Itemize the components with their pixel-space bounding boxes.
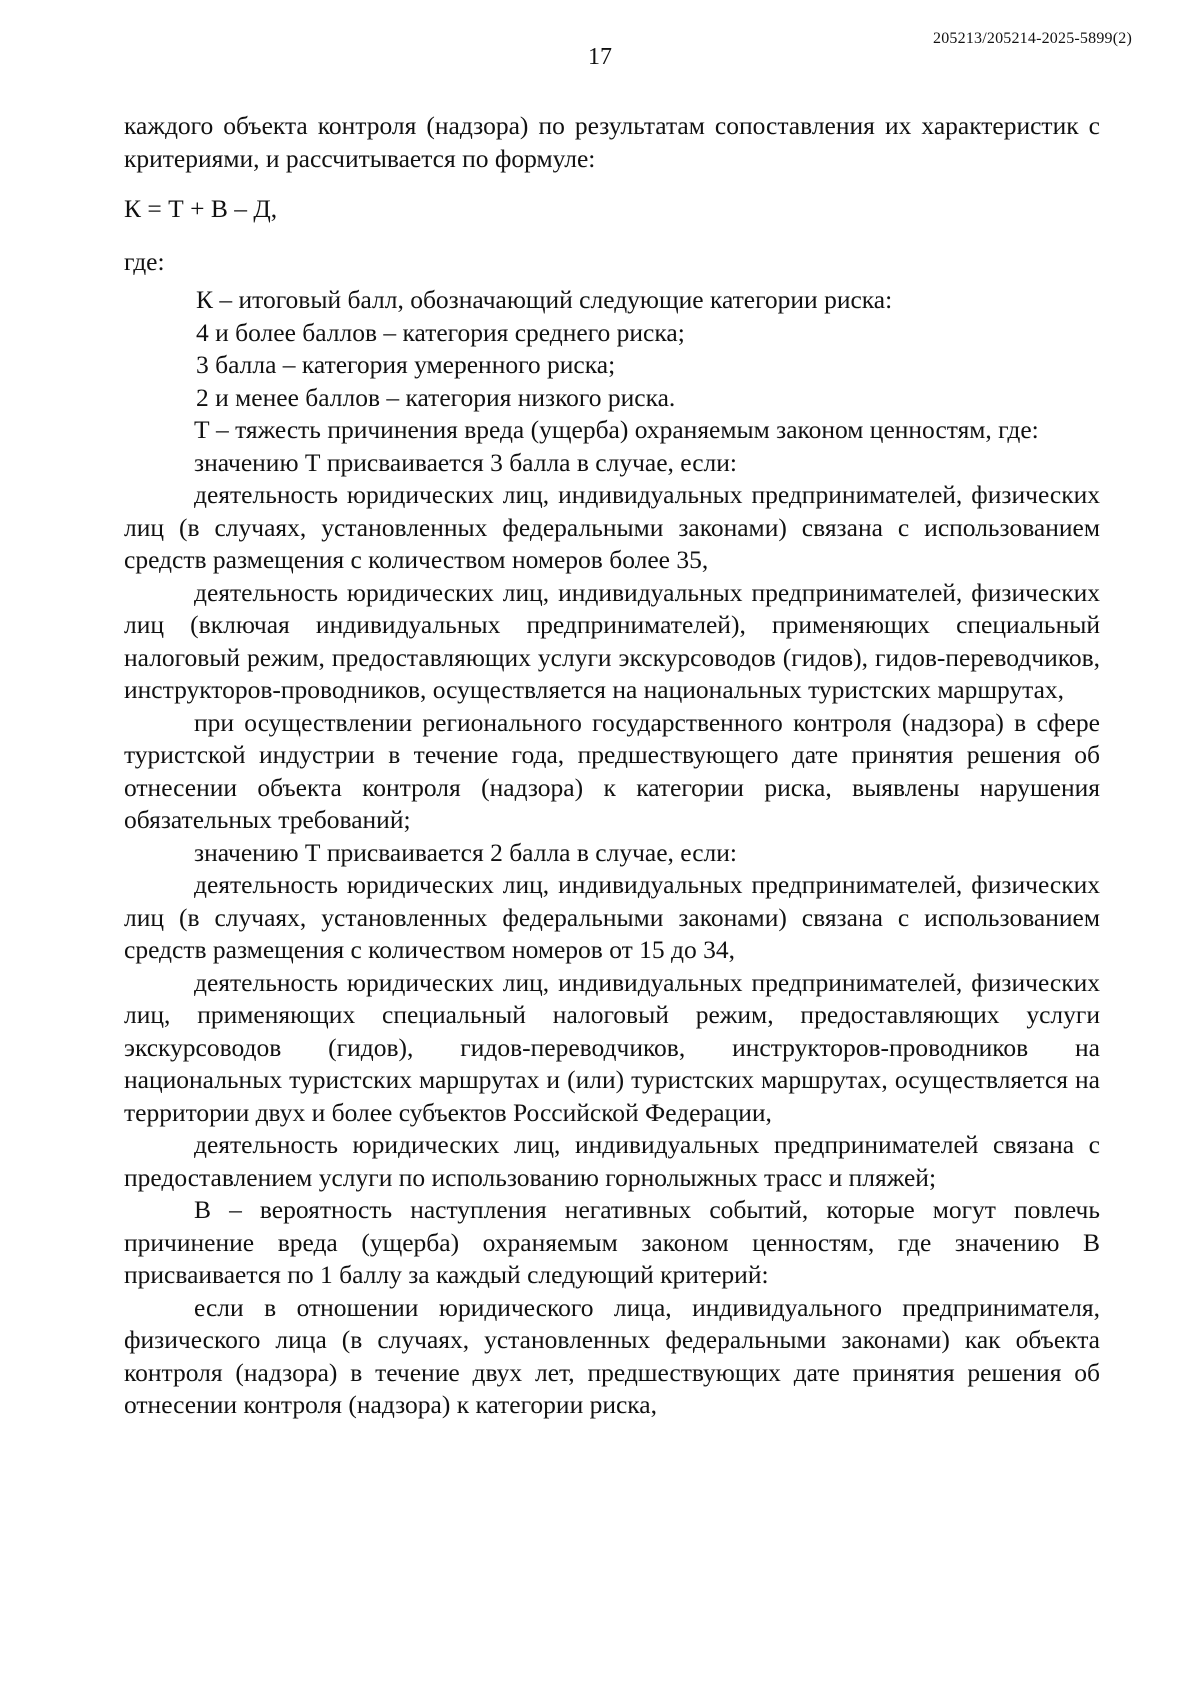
category-low: 2 и менее баллов – категория низкого риска.: [196, 382, 676, 412]
formula: К = Т + В – Д,: [124, 194, 278, 223]
category-moderate: 3 балла – категория умеренного риска;: [196, 350, 616, 379]
t3-criterion-c: при осуществлении регионального государственного контроля (надзора) в сфере туристской индустрии в течение года, предшествующего дате принятия решения об отнесении объекта контроля (надзора) к категории риска, выявлены нарушения обязательных требований;: [124, 707, 1100, 834]
t3-criterion-a: деятельность юридических лиц, индивидуальных предпринимателей, физических лиц (в случаях, установленных федеральными законами) связана с использованием средств размещения с количеством номеров более 35,: [124, 480, 1100, 574]
paragraph-intro: каждого объекта контроля (надзора) по результатам сопоставления их характеристик с критериями, и рассчитывается по формуле:: [124, 111, 1100, 173]
v-definition: В – вероятность наступления негативных событий, которые могут повлечь причинение вреда (ущерба) охраняемым законом ценностям, где значению В присваивается по 1 баллу за каждый следующий критерий:: [124, 1195, 1100, 1289]
document-body: [124, 110, 1100, 1422]
k-definition: К – итоговый балл, обозначающий следующие категории риска:: [196, 285, 893, 314]
document-id: 205213/205214-2025-5899(2): [933, 30, 1132, 47]
page-number: 17: [588, 44, 612, 70]
t2-criterion-a: деятельность юридических лиц, индивидуальных предпринимателей, физических лиц (в случаях, установленных федеральными законами) связана с использованием средств размещения с количеством номеров от 15 до 34,: [124, 870, 1100, 964]
v-criterion-a: если в отношении юридического лица, индивидуального предпринимателя, физического лица (в случаях, установленных федеральными законами) как объекта контроля (надзора) в течение двух лет, предшествующих дате принятия решения об отнесении контроля (надзора) к категории риска,: [124, 1292, 1100, 1419]
t-definition: Т – тяжесть причинения вреда (ущерба) охраняемым законом ценностям, где:: [194, 415, 1039, 444]
t2-intro: значению Т присваивается 2 балла в случае, если:: [194, 837, 738, 867]
t2-criterion-c: деятельность юридических лиц, индивидуальных предпринимателей связана с предоставлением услуги по использованию горнолыжных трасс и пляжей;: [124, 1130, 1100, 1192]
category-medium: 4 и более баллов – категория среднего риска;: [196, 317, 685, 347]
t2-criterion-b: деятельность юридических лиц, индивидуальных предпринимателей, физических лиц, применяющих специальный налоговый режим, предоставляющих услуги экскурсоводов (гидов), гидов-переводчиков, инструкторов-проводников на национальных туристских маршрутах и (или) туристских маршрутах, осуществляется на территории двух и более субъектов Российской Федерации,: [124, 967, 1100, 1127]
where-label: где:: [124, 246, 165, 276]
t3-criterion-b: деятельность юридических лиц, индивидуальных предпринимателей, физических лиц (включая индивидуальных предпринимателей), применяющих специальный налоговый режим, предоставляющих услуги экскурсоводов (гидов), гидов-переводчиков, инструкторов-проводников, осуществляется на национальных туристских маршрутах,: [124, 577, 1100, 704]
t3-intro: значению Т присваивается 3 балла в случае, если:: [194, 447, 738, 477]
